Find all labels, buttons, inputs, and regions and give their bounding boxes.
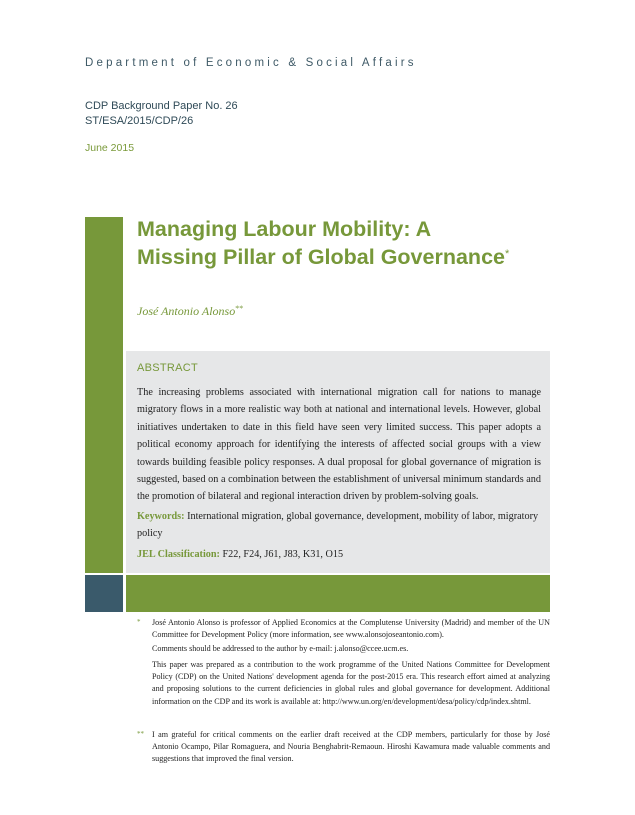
title-footnote-mark: * [504,248,510,260]
footnote-1-mark: * [137,618,141,626]
title-line-1: Managing Labour Mobility: A [137,217,432,241]
abstract-heading: ABSTRACT [137,362,199,374]
jel-label: JEL Classification: [137,549,220,560]
paper-identifier [85,99,238,129]
department-header: Department of Economic & Social Affairs [85,57,417,69]
author-footnote-mark: ** [235,304,244,313]
paper-title [137,215,577,271]
keywords [137,508,541,543]
title-line-2 [137,243,577,271]
author [137,304,243,319]
abstract-text: The increasing problems associated with international migration call for nations to manage migratory flows in a more realistic way both at national and international levels. However, global initiatives undertaken to date in this field have seen very limited success. This paper adopts a political economy approach for identifying the interests of affected social groups with a view towards building feasible policy responses. A dual proposal for global governance of migration is suggested, based on a combination between the establishment of universal minimum standards and the promotion of bilateral and regional interaction driven by problem-solving goals. [137,387,541,503]
accent-band-green [126,575,550,612]
keywords-label: Keywords: [137,511,185,522]
jel-codes: F22, F24, J61, J83, K31, O15 [222,549,344,560]
author-name: José Antonio Alonso [137,304,236,318]
publication-date: June 2015 [85,142,135,154]
title-line-2-text: Missing Pillar of Global Governance [137,245,505,269]
footnote-1-contact: Comments should be addressed to the author by e-mail: j.alonso@ccee.ucm.es. [152,644,409,653]
footnote-1-context: This paper was prepared as a contribution to the work programme of the United Nations Committee for Development Policy (CDP) on the United Nations' development agenda for the post-2015 era. This research effort aimed at analyzing and proposing solutions to the current deficiencies in global rules and global governance for development. Additional information on the CDP and its work is available at: http://www.un.org/en/development/desa/policy/cdp/index.shtml. [152,660,550,706]
footnote-2-mark: ** [137,730,144,738]
keywords-text: International migration, global governance, development, mobility of labor, migratory policy [137,511,539,540]
accent-bar-blue [85,575,123,612]
paper-number: CDP Background Paper No. 26 [85,100,238,112]
footnote-2-acknowledgements: I am grateful for critical comments on the earlier draft received at the CDP members, particularly for those by José Antonio Ocampo, Pilar Romaguera, and Nouria Benghabrit-Remaoun. Hiroshi Kawamura made valuable comments and suggestions that improved the final version. [152,730,550,764]
document-code: ST/ESA/2015/CDP/26 [85,115,194,127]
accent-bar-green [85,217,123,573]
jel-classification [137,546,541,563]
footnote-1-author-info: José Antonio Alonso is professor of Applied Economics at the Complutense University (Madrid) and member of the UN Committee for Development Policy (more information, see www.alonsojoseantonio.com). [152,618,550,640]
